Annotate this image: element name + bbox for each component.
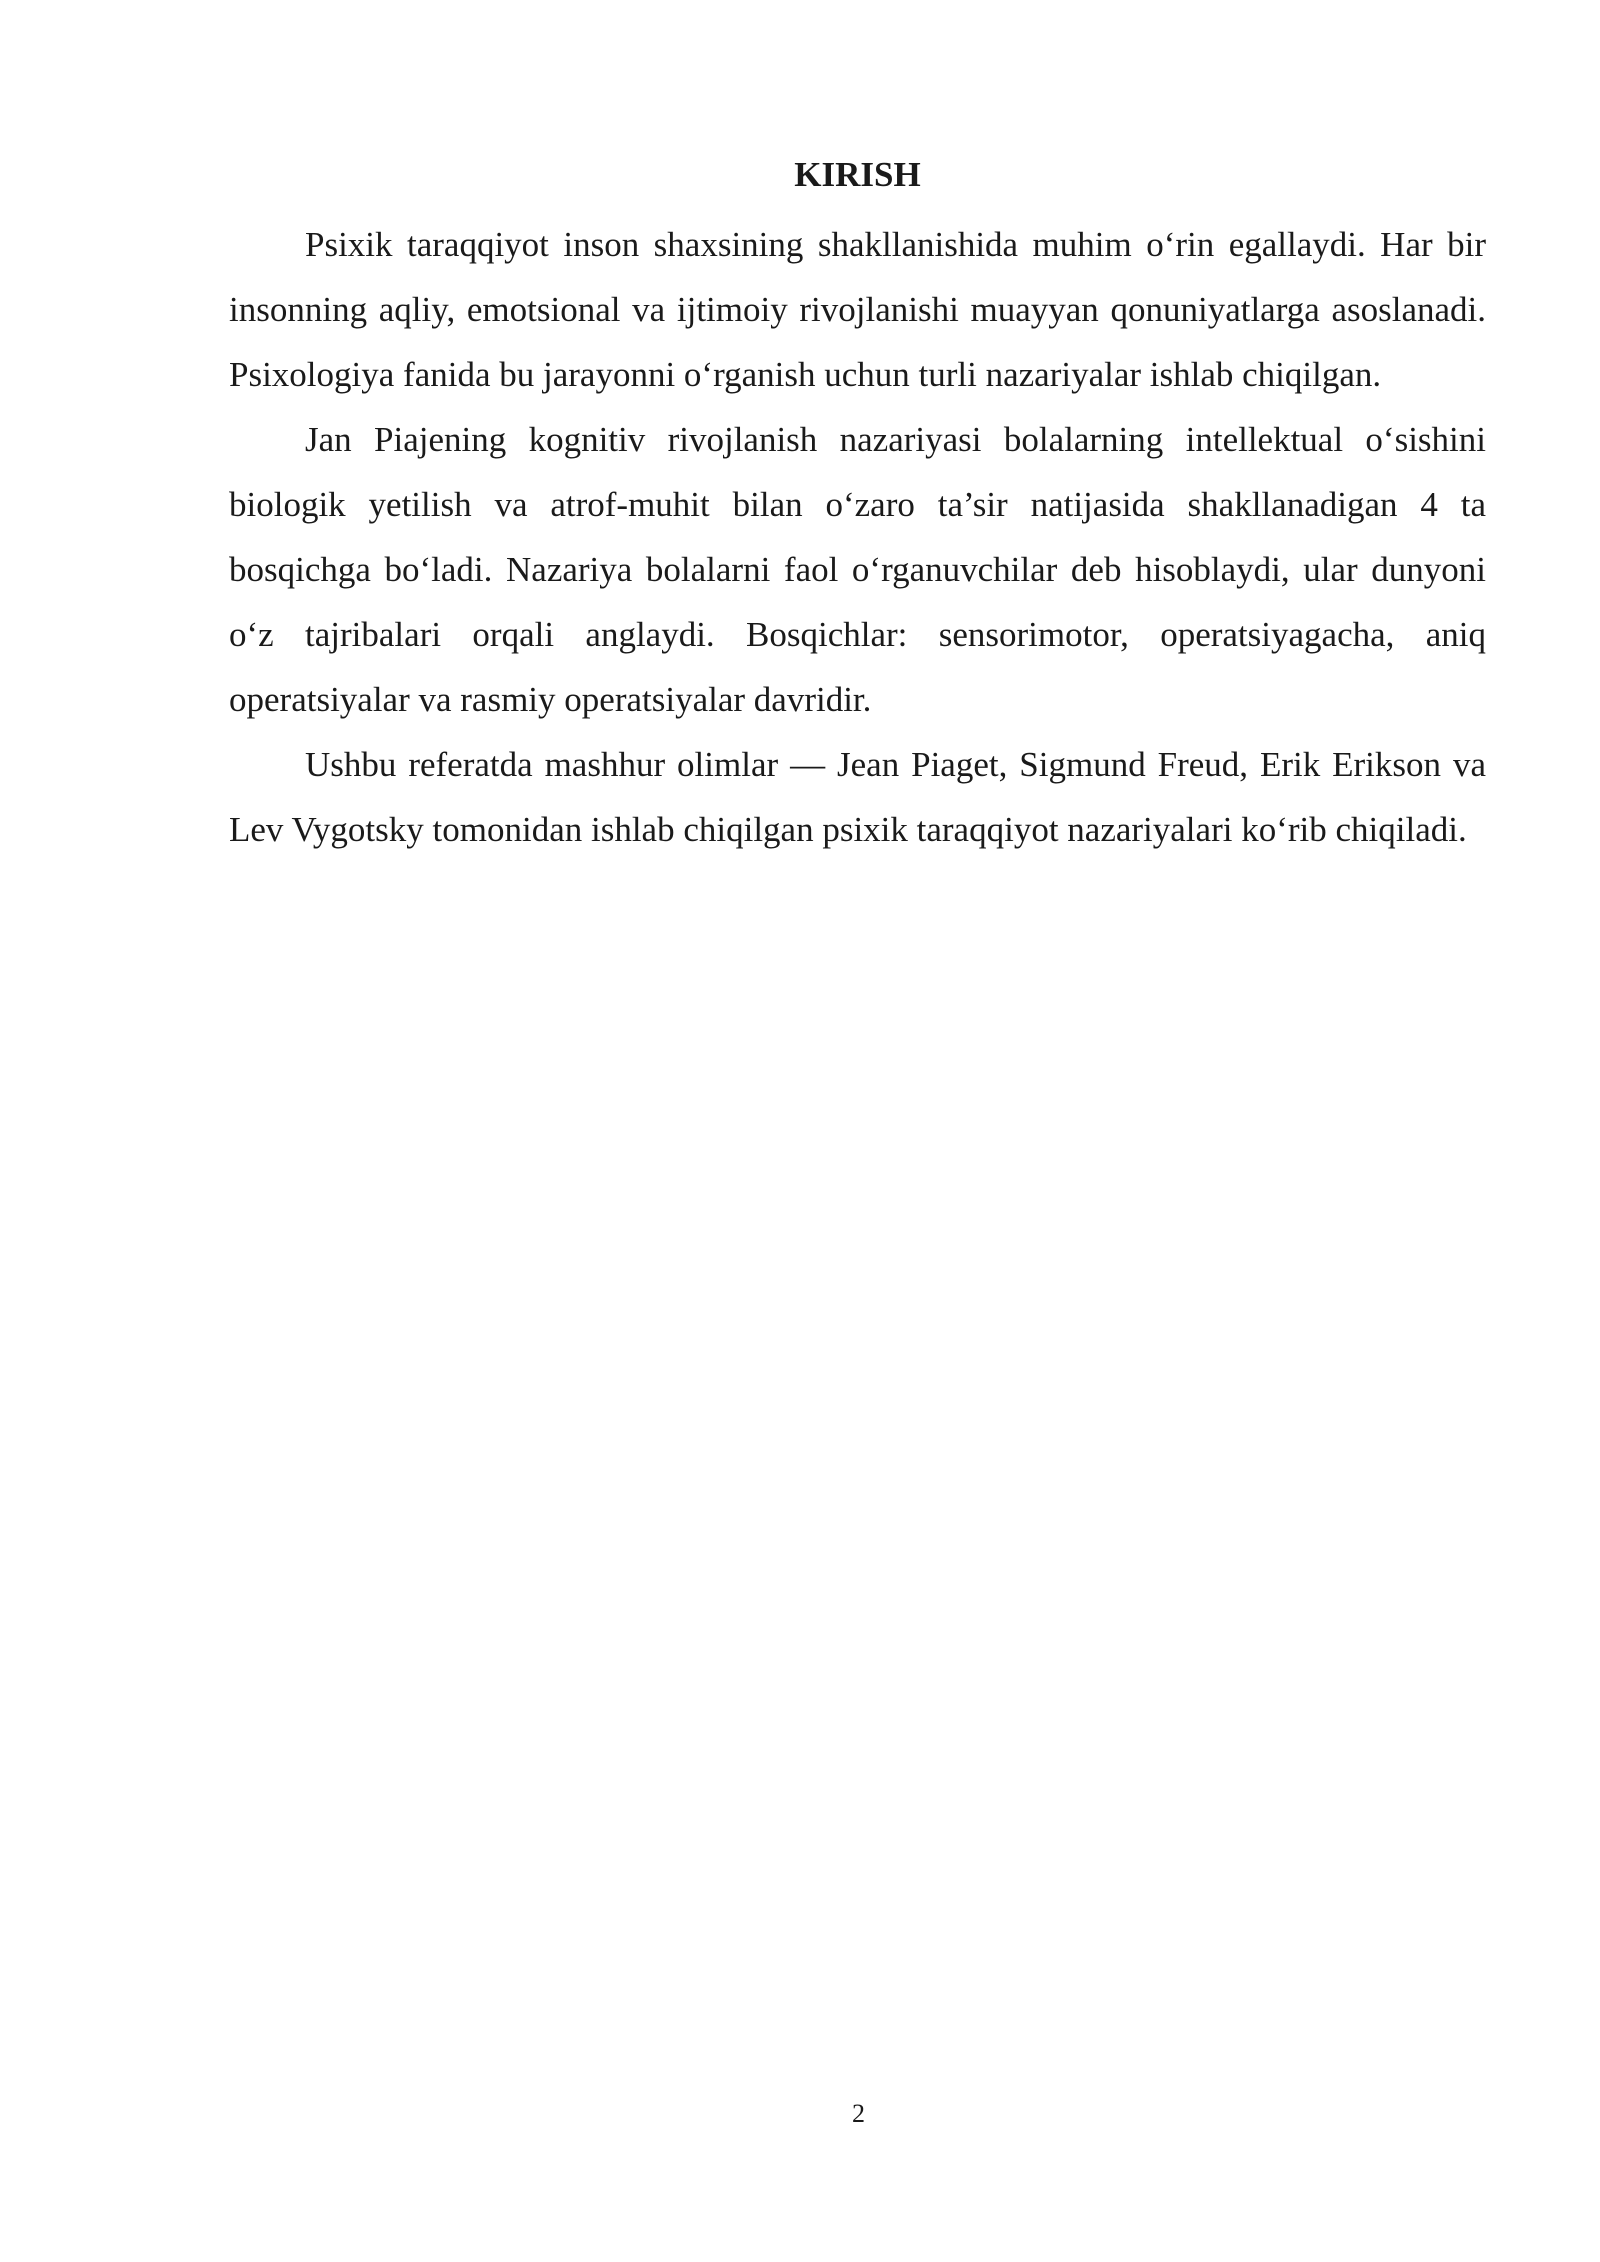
paragraph-3: Ushbu referatda mashhur olimlar — Jean Piaget, Sigmund Freud, Erik Erikson va Lev Vygotsky tomonidan ishlab chiqilgan psixik taraqqiyot nazariyalari ko‘rib chiqiladi. (229, 745, 1486, 849)
page-number: 2 (852, 2099, 865, 2128)
paragraph-1: Psixik taraqqiyot inson shaxsining shakllanishida muhim o‘rin egallaydi. Har bir insonning aqliy, emotsional va ijtimoiy rivojlanishi muayyan qonuniyatlarga asoslanadi. Psixologiya fanida bu jarayonni o‘rganish uchun turli nazariyalar ishlab chiqilgan. (229, 225, 1486, 394)
page-content (229, 148, 1486, 862)
paragraph-2: Jan Piajening kognitiv rivojlanish nazariyasi bolalarning intellektual o‘sishini biologik yetilish va atrof-muhit bilan o‘zaro ta’sir natijasida shakllanadigan 4 ta bosqichga bo‘ladi. Nazariya bolalarni faol o‘rganuvchilar deb hisoblaydi, ular dunyoni o‘z tajribalari orqali anglaydi. Bosqichlar: sensorimotor, operatsiyagacha, aniq operatsiyalar va rasmiy operatsiyalar davridir. (229, 420, 1486, 719)
section-title: KIRISH (794, 155, 921, 194)
